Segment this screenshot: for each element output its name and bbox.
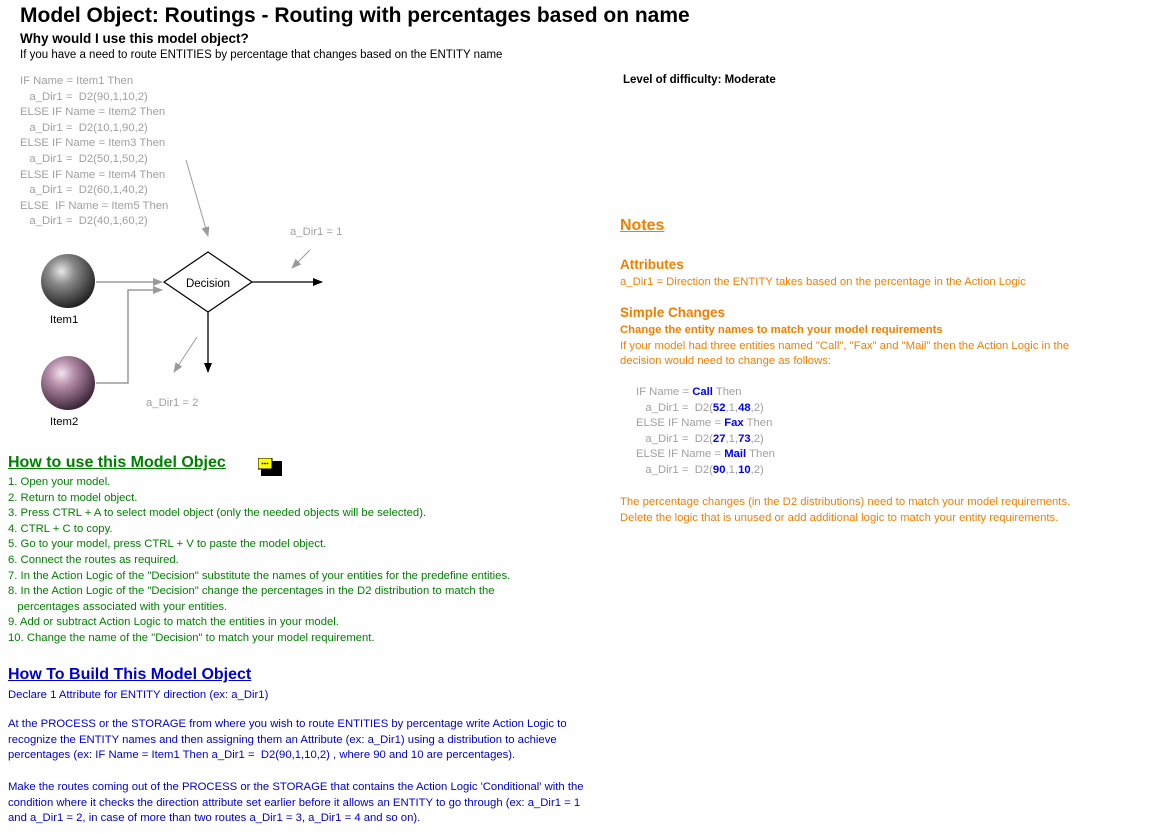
attributes-heading: Attributes: [620, 257, 684, 272]
code-line: IF Name = Call Then: [636, 386, 742, 398]
notes-title: Notes: [620, 217, 665, 234]
code-line: a_Dir1 = D2(90,1,10,2): [636, 463, 764, 476]
item2-route[interactable]: [96, 290, 162, 383]
route1-label: a_Dir1 = 1: [290, 226, 343, 238]
list-item: 7. In the Action Logic of the "Decision" substitute the names of your entities for the predefine entities.: [8, 569, 511, 582]
item2-label: Item2: [50, 416, 79, 428]
difficulty-label: Level of difficulty: Moderate: [623, 74, 776, 86]
list-item: 9. Add or subtract Action Logic to match the entities in your model.: [8, 616, 339, 629]
route2-label: a_Dir1 = 2: [146, 397, 199, 409]
paragraph-line: recognize the ENTITY names and then assigning them an Attribute (ex: a_Dir1) using a distribution to achieve: [8, 733, 557, 746]
how-to-use-steps: [8, 475, 510, 647]
code-line: a_Dir1 = D2(50,1,50,2): [20, 152, 148, 165]
code-pointer-arrow: [186, 160, 208, 236]
code-line: a_Dir1 = D2(52,1,48,2): [636, 401, 764, 414]
code-line: ELSE IF Name = Item2 Then: [20, 106, 166, 119]
route2-pointer: [174, 337, 197, 372]
code-line: IF Name = Item1 Then: [20, 75, 134, 87]
item1-entity-icon[interactable]: [41, 254, 95, 308]
simple-changes-heading: Simple Changes: [620, 305, 726, 320]
code-line: ELSE IF Name = Item3 Then: [20, 137, 166, 150]
paragraph-line: condition where it checks the direction attribute set earlier before it allows an ENTITY to go through (ex: a_Dir1 = 1: [8, 796, 581, 809]
attributes-text: a_Dir1 = Direction the ENTITY takes based on the percentage in the Action Logic: [620, 276, 1026, 288]
paragraph-line: and a_Dir1 = 2, in case of more than two routes a_Dir1 = 3, a_Dir1 = 4 and so on).: [8, 812, 421, 825]
code-line: ELSE IF Name = Item4 Then: [20, 168, 166, 181]
list-item: 3. Press CTRL + A to select model object (only the needed objects will be selected).: [8, 507, 427, 520]
code-line: a_Dir1 = D2(40,1,60,2): [20, 215, 148, 228]
list-item: percentages associated with your entities.: [8, 600, 228, 613]
code-line: ELSE IF Name = Item5 Then: [20, 199, 169, 212]
list-item: 5. Go to your model, press CTRL + V to paste the model object.: [8, 538, 327, 551]
page-subtitle: Why would I use this model object?: [20, 31, 249, 46]
closing-text: The percentage changes (in the D2 distributions) need to match your model requirements.: [620, 496, 1071, 508]
build-paragraph: [8, 780, 584, 827]
list-item: 8. In the Action Logic of the "Decision" change the percentages in the D2 distribution to match the: [8, 585, 495, 598]
paragraph-line: Make the routes coming out of the PROCESS or the STORAGE that contains the Action Logic 'Conditional' with the: [8, 781, 584, 793]
simple-changes-line: decision would need to change as follows:: [620, 355, 832, 367]
decision-label: Decision: [185, 278, 231, 290]
code-line: a_Dir1 = D2(27,1,73,2): [636, 432, 764, 445]
code-line: ELSE IF Name = Fax Then: [636, 417, 773, 430]
code-line: a_Dir1 = D2(10,1,90,2): [20, 121, 148, 134]
how-to-build-heading: How To Build This Model Object: [8, 666, 252, 683]
list-item: 4. CTRL + C to copy.: [8, 522, 113, 535]
code-line: ELSE IF Name = Mail Then: [636, 448, 775, 461]
list-item: 1. Open your model.: [8, 476, 111, 488]
routing-diagram: [0, 0, 400, 440]
code-line: a_Dir1 = D2(90,1,10,2): [20, 90, 148, 103]
how-to-use-heading: How to use this Model Objec: [8, 454, 226, 471]
code-line: a_Dir1 = D2(60,1,40,2): [20, 184, 148, 197]
comment-note-icon[interactable]: [258, 458, 282, 476]
list-item: 2. Return to model object.: [8, 491, 138, 504]
item2-entity-icon[interactable]: [41, 356, 95, 410]
build-paragraph: Declare 1 Attribute for ENTITY direction (ex: a_Dir1): [8, 689, 269, 701]
paragraph-line: percentages (ex: IF Name = Item1 Then a_Dir1 = D2(90,1,10,2) , where 90 and 10 are percentages).: [8, 749, 516, 762]
intro-text: If you have a need to route ENTITIES by percentage that changes based on the ENTITY name: [20, 49, 503, 61]
paragraph-line: At the PROCESS or the STORAGE from where you wish to route ENTITIES by percentage write Action Logic to: [8, 718, 567, 730]
simple-changes-line: If your model had three entities named "Call", "Fax" and "Mail" then the Action Logic in the: [620, 340, 1070, 352]
closing-text: Delete the logic that is unused or add additional logic to match your entity requirements.: [620, 512, 1059, 524]
item1-label: Item1: [50, 314, 79, 326]
example-code: [636, 385, 775, 479]
page-title: Model Object: Routings - Routing with percentages based on name: [20, 4, 690, 27]
list-item: 10. Change the name of the "Decision" to match your model requirement.: [8, 631, 375, 644]
simple-changes-subheading: Change the entity names to match your model requirements: [620, 324, 943, 336]
route1-pointer: [292, 250, 310, 268]
build-paragraph: [8, 717, 567, 764]
list-item: 6. Connect the routes as required.: [8, 553, 179, 566]
